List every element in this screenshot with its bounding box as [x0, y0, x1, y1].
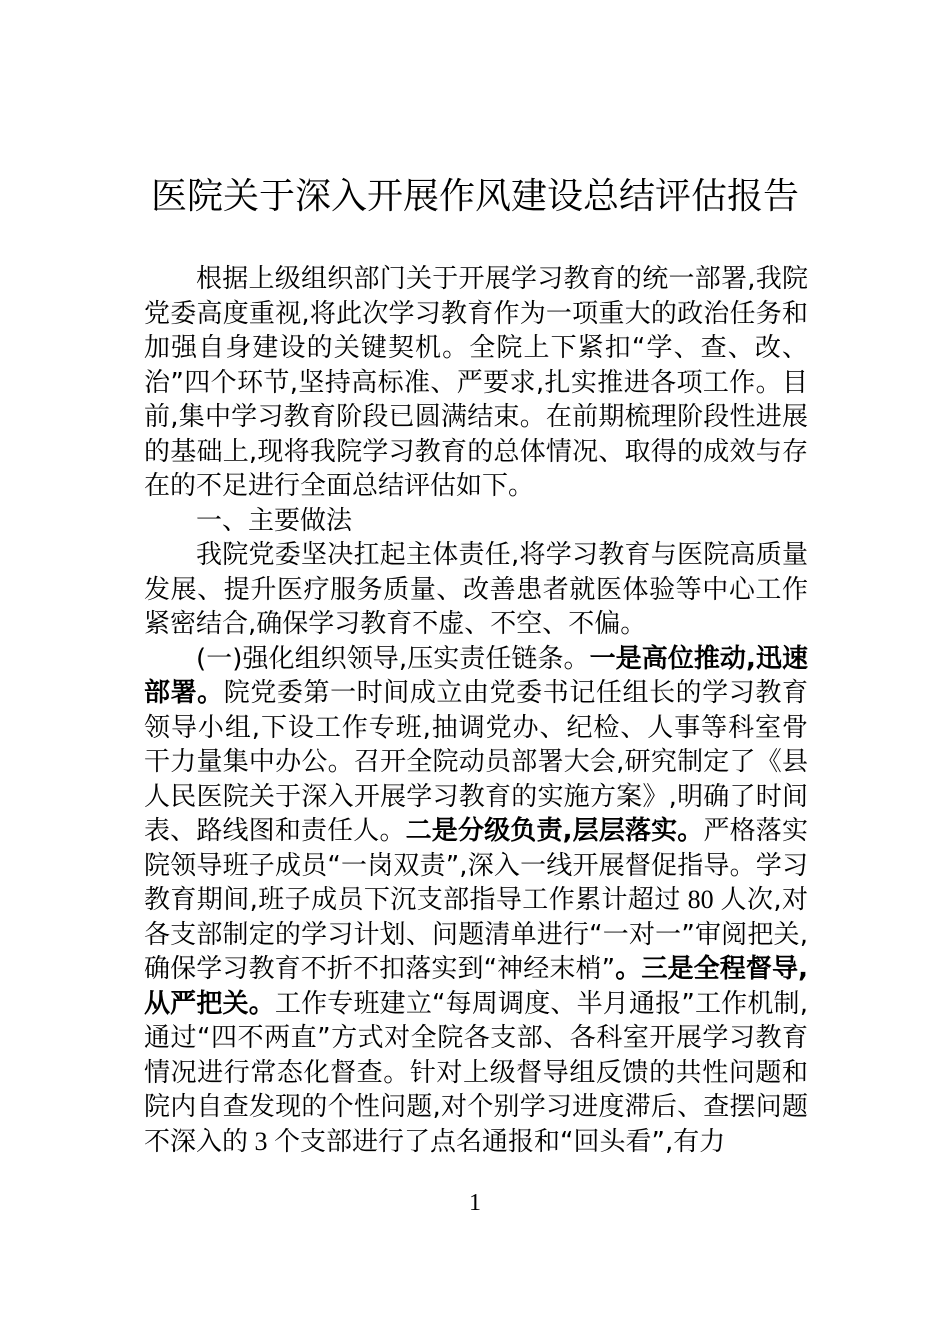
section-intro-paragraph: 我院党委坚决扛起主体责任,将学习教育与医院高质量发展、提升医疗服务质量、改善患者就医体验等中心工作紧密结合,确保学习教育不虚、不空、不偏。 [144, 540, 808, 639]
subsection-heading: (一)强化组织领导,压实责任链条。 [196, 643, 590, 674]
paragraph-text-1: 院党委第一时间成立由党委书记任组长的学习教育领导小组,下设工作专班,抽调党办、纪检、人事等科室骨干力量集中办公。召开全院动员部署大会,研究制定了《县人民医院关于深入开展学习教育的实施方案》,明确了时间表、路线图和责任人。 [144, 678, 808, 846]
section-heading-main-practices: 一、主要做法 [196, 505, 353, 536]
paragraph-text-3b: 个支部进行了点名通报和“回头看”,有力 [274, 1126, 726, 1157]
bold-point-2: 二是分级负责,层层落实。 [405, 816, 704, 846]
bold-point-1: 一是高位推动,迅速部署。 [144, 643, 808, 708]
document-body [144, 262, 808, 1159]
subsection-paragraph-organization [144, 642, 808, 1160]
number-80 [681, 885, 721, 914]
bold-point-3: 。三是全程督导,从严把关。 [144, 954, 808, 1019]
number-80-value: 80 [687, 885, 714, 914]
document-title: 医院关于深入开展作风建设总结评估报告 [150, 176, 799, 217]
number-3-value: 3 [254, 1126, 268, 1156]
number-3 [248, 1127, 274, 1156]
page-number: 1 [469, 1190, 481, 1216]
paragraph-text-2a: 严格落实院领导班子成员“一岗双责”,深入一线开展督促指导。学习教育期间,班子成员下沉支部指导工作累计超过 [144, 816, 808, 915]
paragraph-text-2b: 人次,对各支部制定的学习计划、问题清单进行“一对一”审阅把关,确保学习教育不折不扣落实到“神经末梢” [144, 885, 809, 984]
paragraph-text-3a: 工作专班建立“每周调度、半月通报”工作机制,通过“四不两直”方式对全院各支部、各科室开展学习教育情况进行常态化督查。针对上级督导组反馈的共性问题和院内自查发现的个性问题,对个别学习进度滞后、查摆问题不深入的 [144, 988, 808, 1157]
intro-paragraph: 根据上级组织部门关于开展学习教育的统一部署,我院党委高度重视,将此次学习教育作为一项重大的政治任务和加强自身建设的关键契机。全院上下紧扣“学、查、改、治”四个环节,坚持高标准、严要求,扎实推进各项工作。目前,集中学习教育阶段已圆满结束。在前期梳理阶段性进展的基础上,现将我院学习教育的总体情况、取得的成效与存在的不足进行全面总结评估如下。 [144, 264, 808, 501]
